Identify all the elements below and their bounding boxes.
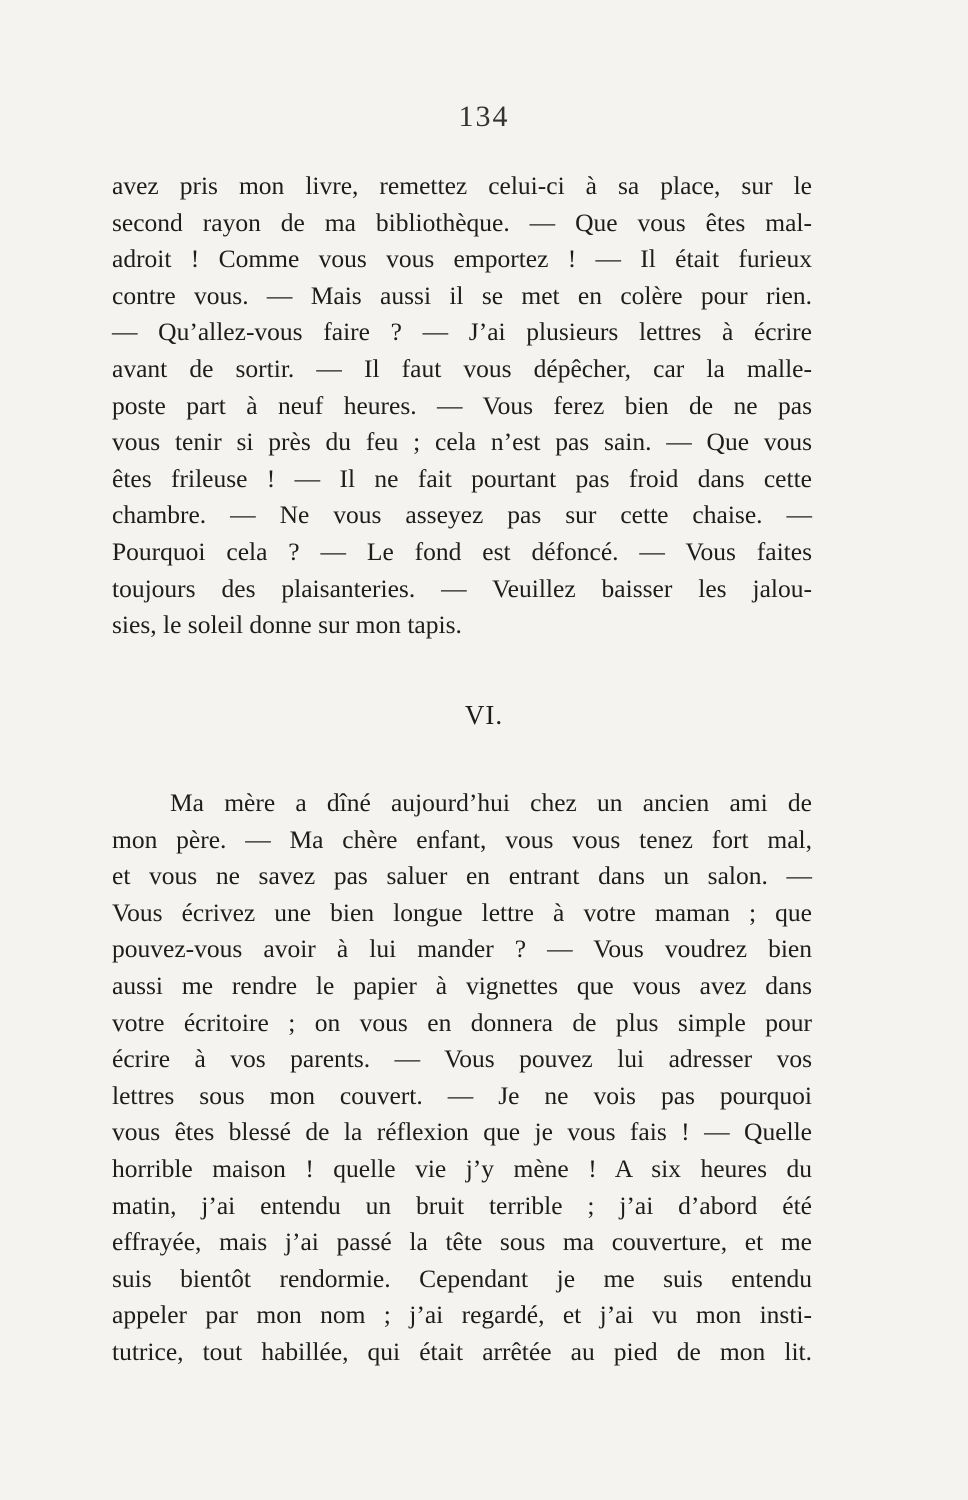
text-line: écrire à vos parents. — Vous pouvez lui adresser vos: [112, 1044, 812, 1074]
text-line: Pourquoi cela ? — Le fond est défoncé. — Vous faites: [112, 536, 812, 566]
text-line: Vous écrivez une bien longue lettre à votre maman ; que: [112, 897, 812, 927]
text-line: sies, le soleil donne sur mon tapis.: [112, 610, 462, 640]
page-number: 134: [458, 100, 510, 133]
text-line: suis bientôt rendormie. Cependant je me suis entendu: [112, 1263, 812, 1293]
text-line: second rayon de ma bibliothèque. — Que vous êtes mal-: [112, 207, 812, 237]
text-line: appeler par mon nom ; j’ai regardé, et j’ai vu mon insti-: [112, 1300, 812, 1330]
text-line: votre écritoire ; on vous en donnera de plus simple pour: [112, 1007, 812, 1037]
text-line: et vous ne savez pas saluer en entrant dans un salon. —: [112, 861, 812, 891]
text-line: vous êtes blessé de la réflexion que je vous fais ! — Quelle: [112, 1117, 812, 1147]
text-line: poste part à neuf heures. — Vous ferez bien de ne pas: [112, 390, 812, 420]
text-line: matin, j’ai entendu un bruit terrible ; j’ai d’abord été: [112, 1190, 812, 1220]
text-line: mon père. — Ma chère enfant, vous vous tenez fort mal,: [112, 824, 812, 854]
text-line: vous tenir si près du feu ; cela n’est pas sain. — Que vous: [112, 427, 812, 457]
text-line: horrible maison ! quelle vie j’y mène ! A six heures du: [112, 1153, 812, 1183]
text-line: avant de sortir. — Il faut vous dépêcher, car la malle-: [112, 353, 812, 383]
text-line: Ma mère a dîné aujourd’hui chez un ancien ami de: [170, 788, 812, 817]
text-line: contre vous. — Mais aussi il se met en colère pour rien.: [112, 280, 812, 310]
text-line: avez pris mon livre, remettez celui-ci à sa place, sur le: [112, 171, 812, 200]
text-line: — Qu’allez-vous faire ? — J’ai plusieurs lettres à écrire: [112, 317, 812, 347]
text-line: toujours des plaisanteries. — Veuillez baisser les jalou-: [112, 573, 812, 603]
section-heading: VI.: [464, 700, 504, 730]
text-line: êtes frileuse ! — Il ne fait pourtant pas froid dans cette: [112, 463, 812, 493]
text-line: tutrice, tout habillée, qui était arrêtée au pied de mon lit.: [112, 1336, 812, 1366]
text-line: chambre. — Ne vous asseyez pas sur cette chaise. —: [112, 500, 812, 530]
text-line: effrayée, mais j’ai passé la tête sous ma couverture, et me: [112, 1227, 812, 1257]
text-block-continued: [112, 168, 812, 644]
text-block-section-vi: [112, 785, 812, 1371]
text-line: aussi me rendre le papier à vignettes que vous avez dans: [112, 970, 812, 1000]
text-line: adroit ! Comme vous vous emportez ! — Il était furieux: [112, 244, 812, 274]
text-line: lettres sous mon couvert. — Je ne vois pas pourquoi: [112, 1080, 812, 1110]
text-line: pouvez-vous avoir à lui mander ? — Vous voudrez bien: [112, 934, 812, 964]
